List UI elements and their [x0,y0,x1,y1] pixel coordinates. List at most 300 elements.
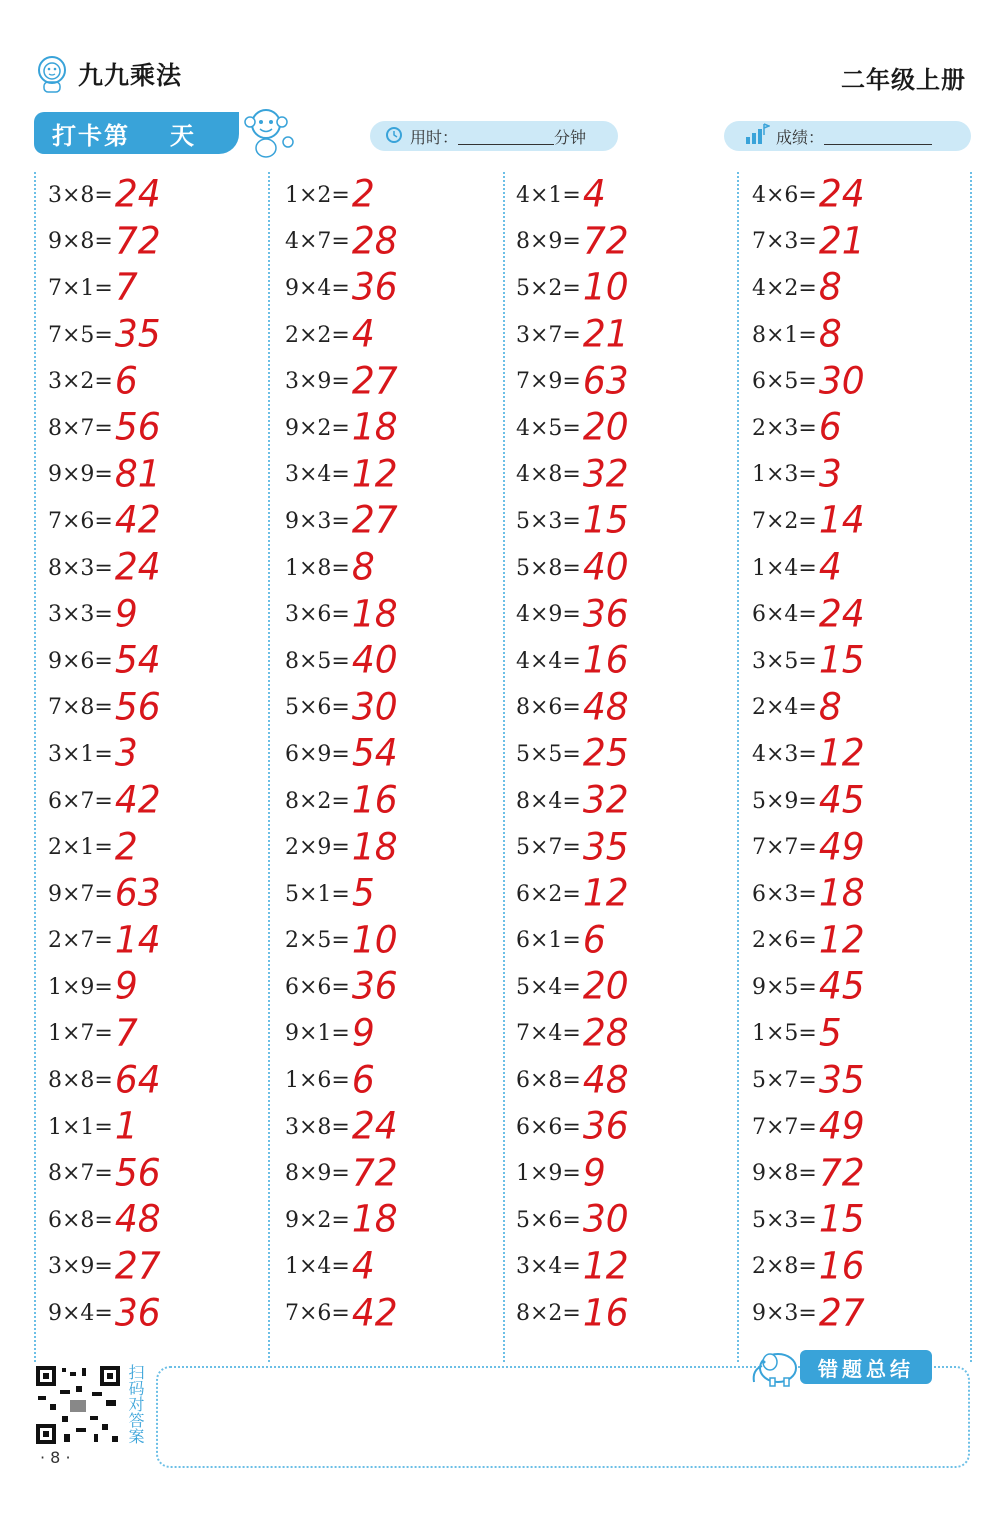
problem-row [48,545,280,592]
problem-question: 9×4= [48,1301,113,1327]
problem-row [285,1290,517,1337]
handwritten-answer[interactable]: 3 [114,732,138,776]
handwritten-answer[interactable]: 24 [114,545,161,590]
problem-question: 3×2= [48,369,113,395]
handwritten-answer[interactable]: 12 [582,872,629,916]
problem-question: 3×9= [48,1254,113,1280]
checkin-banner [34,112,239,154]
problem-question: 8×7= [48,415,113,441]
handwritten-answer[interactable]: 16 [351,778,398,823]
handwritten-answer[interactable]: 56 [114,685,161,729]
problem-question: 2×6= [752,928,817,954]
problem-question: 1×9= [48,974,113,1000]
handwritten-answer[interactable]: 15 [818,1198,865,1242]
problem-question: 4×1= [516,182,581,208]
problem-row [752,1244,984,1291]
problem-question: 1×7= [48,1021,113,1047]
problem-row [752,778,984,825]
problem-question: 5×9= [752,788,817,814]
problem-row [752,871,984,918]
problem-row [752,1057,984,1104]
problem-row [285,1104,517,1151]
time-input-line[interactable] [458,128,554,145]
handwritten-answer[interactable]: 2 [114,825,138,869]
problem-row [285,918,517,965]
problem-row [752,405,984,452]
problem-row [516,964,748,1011]
handwritten-answer[interactable]: 35 [114,313,161,357]
problem-question: 7×1= [48,275,113,301]
handwritten-answer[interactable]: 40 [582,545,629,590]
handwritten-answer[interactable]: 7 [114,1011,138,1055]
problem-row [752,1197,984,1244]
problem-question: 9×8= [752,1161,817,1187]
time-unit: 分钟 [554,127,587,147]
problem-question: 5×7= [752,1068,817,1094]
problem-row [285,498,517,545]
problem-question: 6×6= [516,1114,581,1140]
problem-row [285,358,517,405]
handwritten-answer[interactable]: 5 [818,1011,842,1055]
problem-row [752,172,984,219]
problem-question: 2×2= [285,322,350,348]
problem-row [752,638,984,685]
problem-row [48,591,280,638]
handwritten-answer[interactable]: 8 [818,685,842,729]
handwritten-answer[interactable]: 72 [582,219,629,263]
handwritten-answer[interactable]: 36 [582,592,629,636]
handwritten-answer[interactable]: 54 [114,639,161,683]
problem-question: 3×6= [285,602,350,628]
handwritten-answer[interactable]: 4 [582,173,606,217]
handwritten-answer[interactable]: 6 [582,918,606,962]
handwritten-answer[interactable]: 14 [114,918,161,962]
problem-row [285,731,517,778]
problem-row [516,358,748,405]
problem-question: 5×6= [285,695,350,721]
problem-row [48,1011,280,1058]
problem-row [48,1104,280,1151]
problem-question: 9×2= [285,1207,350,1233]
problem-question: 8×6= [516,695,581,721]
handwritten-answer[interactable]: 18 [351,825,398,869]
handwritten-answer[interactable]: 72 [818,1151,865,1195]
problem-row [48,964,280,1011]
handwritten-answer[interactable]: 27 [818,1291,865,1335]
handwritten-answer[interactable]: 15 [818,639,865,683]
handwritten-answer[interactable]: 24 [351,1105,398,1149]
handwritten-answer[interactable]: 42 [114,499,161,543]
problem-question: 1×8= [285,555,350,581]
handwritten-answer[interactable]: 4 [351,313,375,357]
handwritten-answer[interactable]: 49 [818,825,865,869]
score-input-line[interactable] [824,128,932,145]
problem-row [516,918,748,965]
problem-question: 6×2= [516,881,581,907]
handwritten-answer[interactable]: 36 [351,266,398,310]
problem-column-1 [48,172,280,1337]
problem-row [48,1244,280,1291]
problem-row [48,219,280,266]
column-divider [34,172,36,1362]
score-label: 成绩： [776,127,825,147]
problem-question: 3×3= [48,602,113,628]
problem-row [48,918,280,965]
problem-row [752,591,984,638]
handwritten-answer[interactable]: 32 [582,452,629,496]
problem-row [516,1150,748,1197]
problem-question: 3×1= [48,741,113,767]
problem-row [285,638,517,685]
problem-row [48,172,280,219]
problem-row [48,405,280,452]
problem-row [516,219,748,266]
handwritten-answer[interactable]: 40 [351,639,398,683]
time-field [370,121,618,151]
problem-row [48,452,280,499]
problem-row [285,405,517,452]
handwritten-answer[interactable]: 48 [582,685,629,729]
problem-question: 5×8= [516,555,581,581]
problem-column-2 [285,172,517,1337]
problem-row [752,964,984,1011]
problem-question: 9×7= [48,881,113,907]
handwritten-answer[interactable]: 48 [114,1198,161,1242]
problem-question: 6×8= [516,1068,581,1094]
problem-row [285,685,517,732]
problem-row [48,498,280,545]
handwritten-answer[interactable]: 72 [114,219,161,263]
handwritten-answer[interactable]: 20 [582,965,629,1009]
problem-question: 8×2= [285,788,350,814]
problem-question: 3×8= [285,1114,350,1140]
monkey-mascot-icon [238,104,298,160]
handwritten-answer[interactable]: 2 [351,173,375,217]
problem-row [285,312,517,359]
handwritten-answer[interactable]: 16 [582,1291,629,1335]
handwritten-answer[interactable]: 28 [582,1011,629,1055]
handwritten-answer[interactable]: 48 [582,1058,629,1102]
handwritten-answer[interactable]: 54 [351,732,398,776]
problem-row [516,1057,748,1104]
problem-question: 2×8= [752,1254,817,1280]
problem-question: 6×8= [48,1207,113,1233]
problem-question: 4×6= [752,182,817,208]
problem-row [48,778,280,825]
problem-row [48,1197,280,1244]
handwritten-answer[interactable]: 35 [582,825,629,869]
problem-question: 7×4= [516,1021,581,1047]
problem-row [516,312,748,359]
elephant-mascot-icon [748,1346,802,1388]
problem-question: 2×7= [48,928,113,954]
handwritten-answer[interactable]: 6 [114,359,138,403]
problem-row [516,731,748,778]
problem-row [285,824,517,871]
problem-question: 3×8= [48,182,113,208]
problem-row [285,265,517,312]
problem-question: 6×6= [285,974,350,1000]
handwritten-answer[interactable]: 8 [351,545,375,590]
problem-question: 8×9= [285,1161,350,1187]
problem-row [752,545,984,592]
problem-row [48,1057,280,1104]
problem-row [516,1290,748,1337]
problem-row [516,498,748,545]
problem-row [285,1197,517,1244]
problem-question: 9×1= [285,1021,350,1047]
handwritten-answer[interactable]: 56 [114,406,161,450]
problem-question: 8×9= [516,229,581,255]
problem-question: 5×3= [516,508,581,534]
problem-question: 4×2= [752,275,817,301]
problem-column-4 [752,172,984,1337]
problem-question: 5×2= [516,275,581,301]
handwritten-answer[interactable]: 27 [351,499,398,543]
handwritten-answer[interactable]: 16 [582,639,629,683]
handwritten-answer[interactable]: 10 [582,266,629,310]
handwritten-answer[interactable]: 45 [818,778,865,823]
score-field [724,121,971,151]
problem-row [752,685,984,732]
handwritten-answer[interactable]: 63 [582,359,629,403]
lion-mascot-icon [34,54,70,94]
handwritten-answer[interactable]: 18 [351,406,398,450]
problem-row [516,591,748,638]
problem-row [48,1150,280,1197]
handwritten-answer[interactable]: 72 [351,1151,398,1195]
problem-row [752,219,984,266]
problem-row [516,685,748,732]
handwritten-answer[interactable]: 18 [351,1198,398,1242]
problem-question: 1×4= [752,555,817,581]
bar-chart-flag-icon [744,123,770,149]
problem-row [752,1011,984,1058]
problem-row [48,638,280,685]
problem-question: 1×4= [285,1254,350,1280]
problem-question: 5×5= [516,741,581,767]
problem-question: 4×5= [516,415,581,441]
problem-question: 7×6= [48,508,113,534]
problem-question: 2×1= [48,835,113,861]
problem-question: 3×9= [285,369,350,395]
problem-question: 7×3= [752,229,817,255]
problem-question: 7×9= [516,369,581,395]
handwritten-answer[interactable]: 81 [114,452,161,496]
problem-row [285,545,517,592]
problem-question: 6×1= [516,928,581,954]
handwritten-answer[interactable]: 15 [582,499,629,543]
problem-row [285,1150,517,1197]
problem-row [752,1104,984,1151]
problem-row [48,731,280,778]
problem-row [48,685,280,732]
time-label: 用时： [410,127,459,147]
mistake-summary-label: 错题总结 [800,1350,932,1384]
problem-question: 1×9= [516,1161,581,1187]
problem-question: 6×9= [285,741,350,767]
problem-question: 6×3= [752,881,817,907]
handwritten-answer[interactable]: 36 [582,1105,629,1149]
problem-question: 3×4= [285,462,350,488]
handwritten-answer[interactable]: 12 [818,732,865,776]
problem-question: 9×6= [48,648,113,674]
handwritten-answer[interactable]: 12 [582,1244,629,1288]
problem-row [752,358,984,405]
problem-row [285,219,517,266]
handwritten-answer[interactable]: 10 [351,918,398,962]
handwritten-answer[interactable]: 9 [351,1011,375,1055]
handwritten-answer[interactable]: 4 [351,1244,375,1288]
problem-row [48,265,280,312]
problem-row [285,172,517,219]
handwritten-answer[interactable]: 24 [818,173,865,217]
handwritten-answer[interactable]: 9 [114,965,138,1009]
handwritten-answer[interactable]: 24 [818,592,865,636]
handwritten-answer[interactable]: 27 [351,359,398,403]
problem-row [752,265,984,312]
handwritten-answer[interactable]: 25 [582,732,629,776]
handwritten-answer[interactable]: 30 [351,685,398,729]
grade-label: 二年级上册 [841,66,966,94]
problem-question: 2×4= [752,695,817,721]
problem-question: 8×7= [48,1161,113,1187]
problem-row [516,1011,748,1058]
problem-row [48,871,280,918]
handwritten-answer[interactable]: 16 [818,1244,865,1288]
handwritten-answer[interactable]: 21 [582,313,629,357]
problem-question: 6×5= [752,369,817,395]
handwritten-answer[interactable]: 14 [818,499,865,543]
handwritten-answer[interactable]: 21 [818,219,865,263]
handwritten-answer[interactable]: 9 [114,592,138,636]
handwritten-answer[interactable]: 8 [818,313,842,357]
problem-question: 8×4= [516,788,581,814]
problem-question: 9×3= [752,1301,817,1327]
problem-row [285,1057,517,1104]
problem-row [752,731,984,778]
problem-question: 7×2= [752,508,817,534]
handwritten-answer[interactable]: 32 [582,778,629,823]
problem-row [752,1150,984,1197]
problem-row [516,405,748,452]
problem-question: 9×9= [48,462,113,488]
handwritten-answer[interactable]: 30 [818,359,865,403]
problem-row [752,452,984,499]
problem-question: 8×5= [285,648,350,674]
qr-code[interactable] [36,1366,120,1444]
handwritten-answer[interactable]: 4 [818,545,842,590]
problem-row [285,452,517,499]
handwritten-answer[interactable]: 6 [818,406,842,450]
handwritten-answer[interactable]: 8 [818,266,842,310]
problem-row [752,312,984,359]
problem-row [285,871,517,918]
handwritten-answer[interactable]: 24 [114,173,161,217]
handwritten-answer[interactable]: 64 [114,1058,161,1102]
problem-row [516,1197,748,1244]
handwritten-answer[interactable]: 5 [351,872,375,916]
handwritten-answer[interactable]: 18 [351,592,398,636]
problem-row [752,498,984,545]
problem-question: 5×7= [516,835,581,861]
handwritten-answer[interactable]: 1 [114,1105,138,1149]
handwritten-answer[interactable]: 9 [582,1151,606,1195]
problem-question: 2×9= [285,835,350,861]
problem-row [516,638,748,685]
problem-question: 8×1= [752,322,817,348]
problem-row [516,545,748,592]
handwritten-answer[interactable]: 56 [114,1151,161,1195]
handwritten-answer[interactable]: 45 [818,965,865,1009]
problem-question: 9×2= [285,415,350,441]
problem-row [752,1290,984,1337]
problem-question: 4×9= [516,602,581,628]
checkin-prefix: 打卡第 [52,121,130,150]
problem-question: 1×2= [285,182,350,208]
problem-row [752,918,984,965]
handwritten-answer[interactable]: 30 [582,1198,629,1242]
handwritten-answer[interactable]: 42 [351,1291,398,1335]
problem-row [48,824,280,871]
problem-row [516,1104,748,1151]
problem-question: 5×6= [516,1207,581,1233]
problem-row [516,265,748,312]
handwritten-answer[interactable]: 20 [582,406,629,450]
scan-for-answers-label: 扫码对答案 [126,1364,145,1444]
problem-column-3 [516,172,748,1337]
problem-question: 5×3= [752,1207,817,1233]
problem-question: 3×7= [516,322,581,348]
problem-question: 3×4= [516,1254,581,1280]
handwritten-answer[interactable]: 6 [351,1058,375,1102]
handwritten-answer[interactable]: 63 [114,872,161,916]
handwritten-answer[interactable]: 3 [818,452,842,496]
handwritten-answer[interactable]: 36 [114,1291,161,1335]
problem-question: 7×7= [752,1114,817,1140]
problem-row [516,172,748,219]
handwritten-answer[interactable]: 12 [351,452,398,496]
handwritten-answer[interactable]: 18 [818,872,865,916]
page-number: · 8 · [40,1448,71,1467]
problem-question: 9×3= [285,508,350,534]
problem-question: 3×5= [752,648,817,674]
problem-question: 6×7= [48,788,113,814]
problem-question: 9×8= [48,229,113,255]
problem-row [48,358,280,405]
problem-question: 8×8= [48,1068,113,1094]
problem-row [285,778,517,825]
problem-question: 4×8= [516,462,581,488]
problem-row [516,1244,748,1291]
problem-row [516,871,748,918]
handwritten-answer[interactable]: 42 [114,778,161,823]
handwritten-answer[interactable]: 28 [351,219,398,263]
handwritten-answer[interactable]: 27 [114,1244,161,1288]
handwritten-answer[interactable]: 12 [818,918,865,962]
problem-question: 8×3= [48,555,113,581]
checkin-suffix: 天 [170,121,196,150]
problem-row [48,1290,280,1337]
problem-question: 7×6= [285,1301,350,1327]
problem-question: 9×4= [285,275,350,301]
handwritten-answer[interactable]: 35 [818,1058,865,1102]
handwritten-answer[interactable]: 36 [351,965,398,1009]
handwritten-answer[interactable]: 49 [818,1105,865,1149]
problem-row [516,452,748,499]
problem-row [48,312,280,359]
handwritten-answer[interactable]: 7 [114,266,138,310]
